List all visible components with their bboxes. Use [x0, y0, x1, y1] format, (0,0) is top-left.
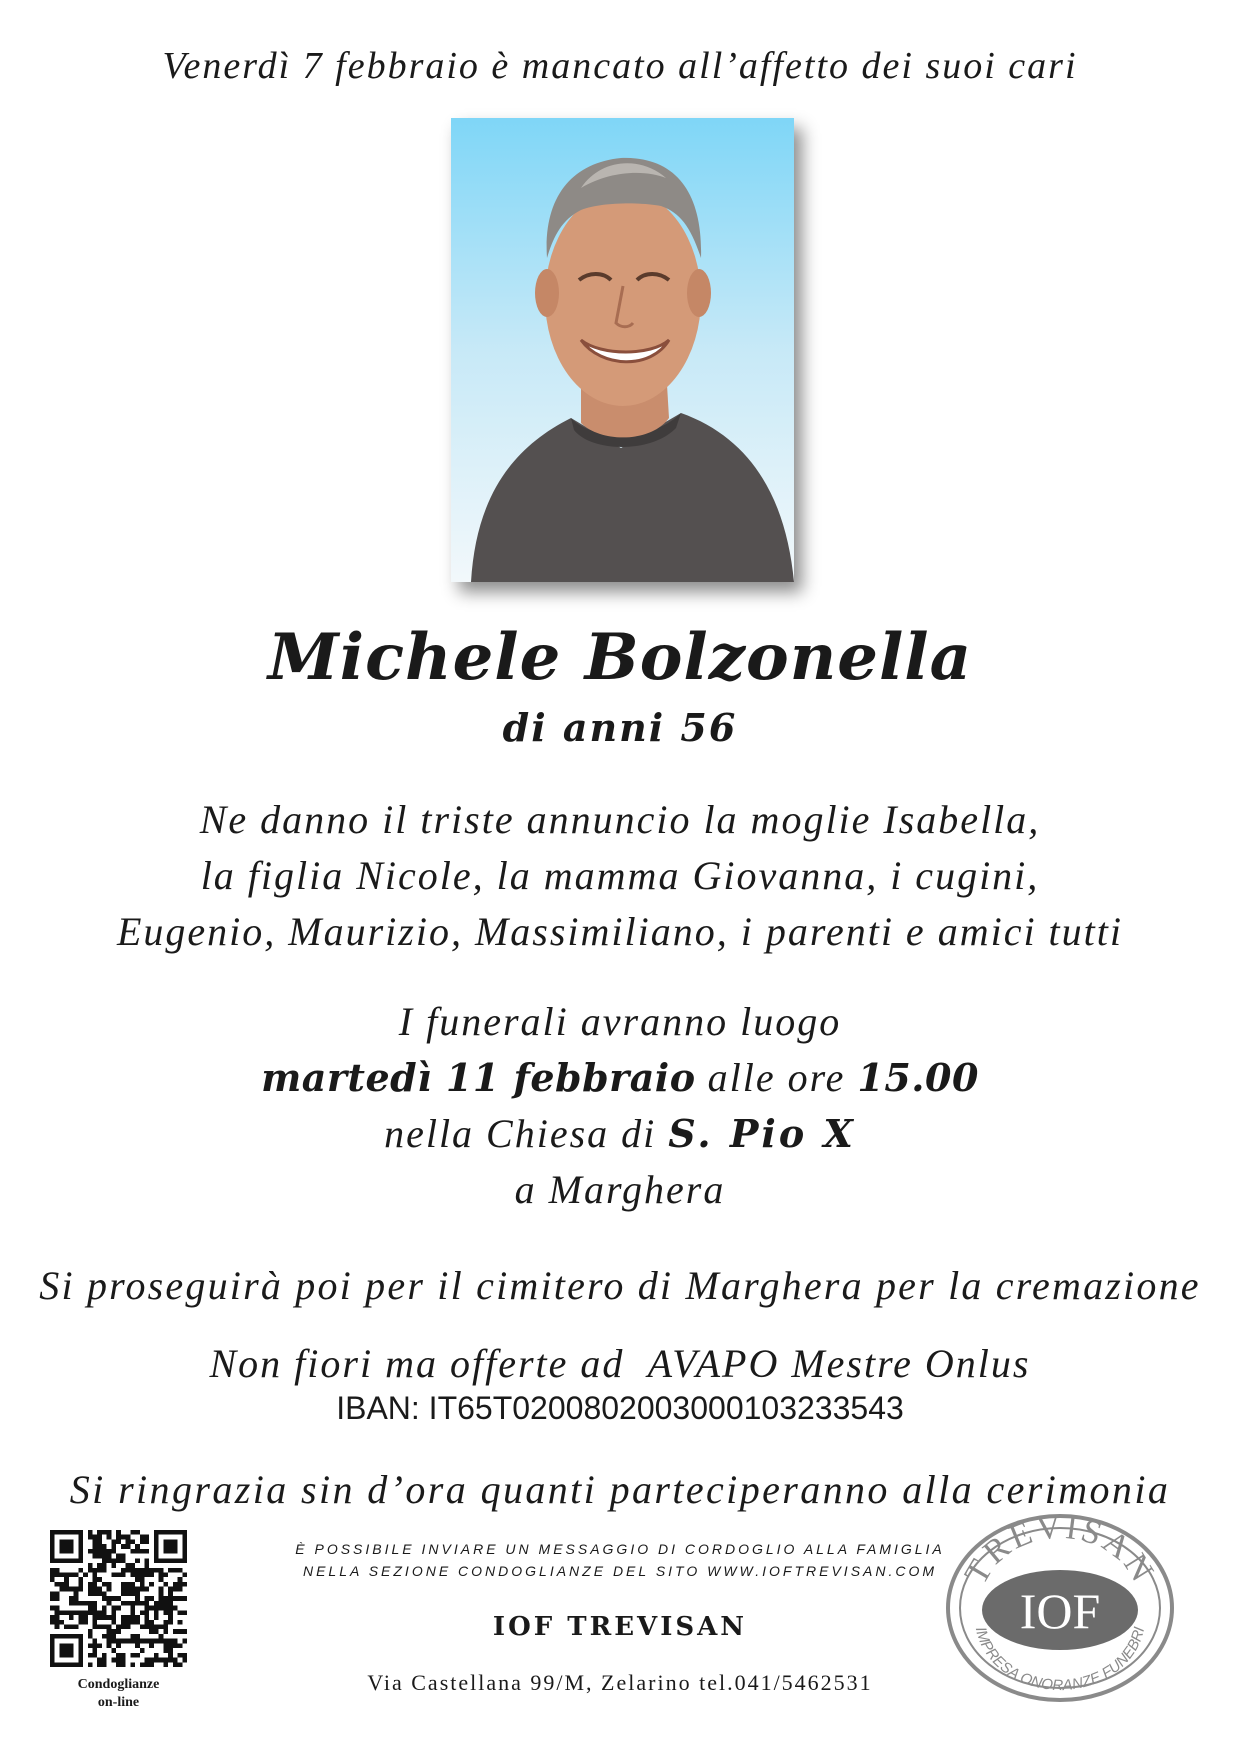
donation-line: Non fiori ma offerte ad AVAPO Mestre Onlus — [209, 1341, 1031, 1386]
announcement-line-2: la figlia Nicole, la mamma Giovanna, i cugini, — [200, 853, 1040, 898]
qr-label-line-2: on-line — [97, 1695, 140, 1710]
company-address: Via Castellana 99/M, Zelarino tel.041/5462531 — [367, 1670, 873, 1695]
funeral-time: 15.00 — [857, 1055, 979, 1100]
funeral-date-time — [0, 1054, 1240, 1101]
iban-line: IBAN: IT65T0200802003000103233543 — [336, 1390, 904, 1426]
funeral-church — [0, 1110, 1240, 1157]
deceased-age: di anni 56 — [502, 705, 738, 750]
qr-label-line-1: Condoglianze — [77, 1677, 160, 1692]
portrait-illustration — [451, 118, 794, 582]
intro-line: Venerdì 7 febbraio è mancato all’affetto dei suoi cari — [162, 45, 1078, 87]
svg-text:IMPRESA ONORANZE FUNEBRI: IMPRESA ONORANZE FUNEBRI — [971, 1625, 1149, 1695]
qr-label — [50, 1676, 187, 1712]
qr-code-icon — [50, 1530, 187, 1667]
portrait-photo — [451, 118, 794, 582]
announcement-line-3: Eugenio, Maurizio, Massimiliano, i parenti e amici tutti — [116, 909, 1124, 954]
church-name: S. Pio X — [668, 1111, 856, 1156]
thanks-line: Si ringrazia sin d’ora quanti parteciperanno alla cerimonia — [69, 1467, 1171, 1512]
company-name: IOF TREVISAN — [492, 1612, 748, 1642]
funeral-date: martedì 11 febbraio — [261, 1055, 696, 1100]
church-prefix: nella Chiesa di — [384, 1111, 669, 1156]
funeral-place: a Marghera — [514, 1167, 726, 1212]
funeral-time-prefix: alle ore — [695, 1055, 858, 1100]
svg-text:TREVISAN: TREVISAN — [957, 1508, 1163, 1591]
funeral-intro: I funerali avranno luogo — [398, 999, 842, 1044]
iof-trevisan-logo — [940, 1508, 1180, 1708]
qr-code[interactable] — [50, 1530, 187, 1667]
announcement-line-1: Ne danno il triste annuncio la moglie Isabella, — [199, 797, 1041, 842]
condolence-info-2: NELLA SEZIONE CONDOGLIANZE DEL SITO WWW.IOFTREVISAN.COM — [302, 1563, 938, 1579]
deceased-name: Michele Bolzonella — [267, 620, 973, 695]
continuation-line: Si proseguirà poi per il cimitero di Marghera per la cremazione — [39, 1263, 1201, 1308]
condolence-info-1: È POSSIBILE INVIARE UN MESSAGGIO DI CORDOGLIO ALLA FAMIGLIA — [295, 1541, 945, 1557]
svg-text:IOF: IOF — [1019, 1583, 1101, 1639]
